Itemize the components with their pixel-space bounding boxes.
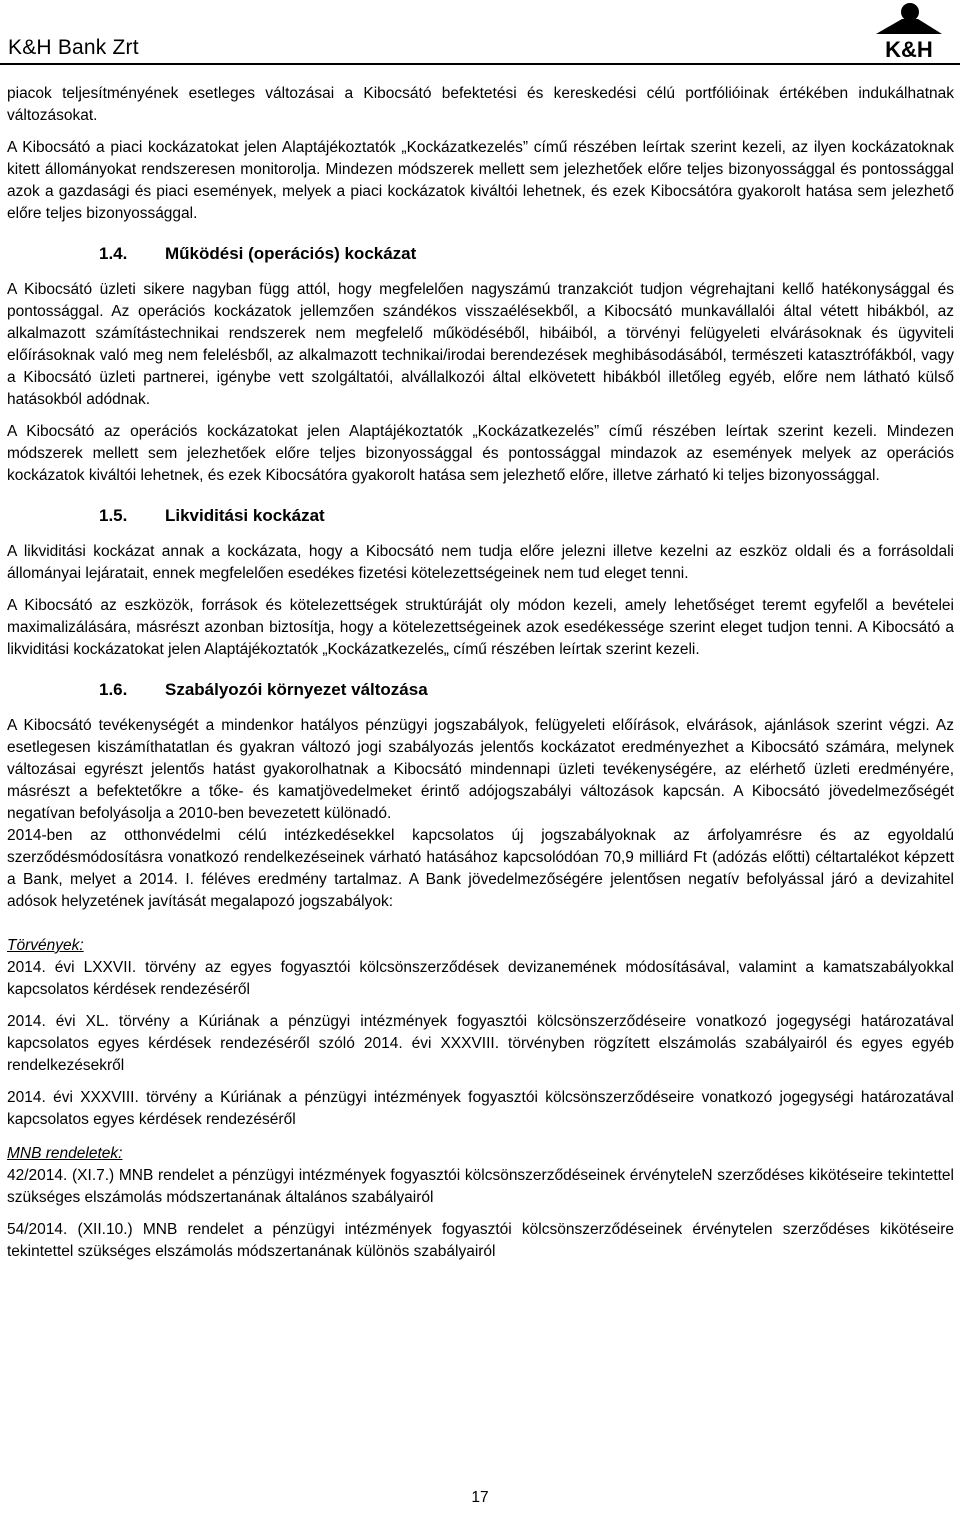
section-heading-1-5 [7, 505, 954, 527]
section-title: Működési (operációs) kockázat [165, 244, 417, 263]
bank-name: K&H Bank Zrt [8, 36, 139, 59]
law-item: 2014. évi XXXVIII. törvény a Kúriának a pénzügyi intézmények fogyasztói kölcsönszerződéseire vonatkozó jogegységi határozatával kapcsolatos egyes kérdések rendezéséről [7, 1089, 954, 1128]
paragraph: piacok teljesítményének esetleges változásai a Kibocsátó befektetési és kereskedési célú portfólióinak értékében indukálhatnak változásokat. [7, 85, 954, 124]
document-body [7, 83, 954, 1273]
law-item: 2014. évi LXXVII. törvény az egyes fogyasztói kölcsönszerződések devizanemének módosításával, valamint a kamatszabályokkal kapcsolatos kérdések rendezéséről [7, 959, 954, 998]
mnb-item: 54/2014. (XII.10.) MNB rendelet a pénzügyi intézmények fogyasztói kölcsönszerződéseinek érvénytelen szerződéses kikötéseire tekintettel szükséges elszámolás módszertanának különös szabályairól [7, 1221, 954, 1260]
mnb-item: 42/2014. (XI.7.) MNB rendelet a pénzügyi intézmények fogyasztói kölcsönszerződéseinek érvényteleN szerződéses kikötéseire tekintettel szükséges elszámolás módszertanának általános szabályairól [7, 1167, 954, 1206]
kh-logo-icon [872, 2, 946, 60]
section-number: 1.6. [99, 680, 128, 699]
paragraph: 2014-ben az otthonvédelmi célú intézkedésekkel kapcsolatos új jogszabályoknak az árfolyamrésre és az egyoldalú szerződésmódosításra vonatkozó rendelkezéseinek várható hatásához kapcsolódóan 70,9 milliárd Ft (adózás előtti) céltartalékot képzett a Bank, melyet a 2014. I. féléves eredmény tartalmaz. A Bank jövedelmezőségére jelentősen negatív befolyással járó a devizahitel adósok helyzetének javítását megalapozó jogszabályok: [7, 827, 954, 910]
paragraph: A Kibocsátó az eszközök, források és kötelezettségek struktúráját oly módon kezeli, amely lehetőséget teremt egyfelől a bevételei maximalizálására, másrészt azonban biztosítja, hogy a kötelezettségeinek azok esedékessége szerint eleget tudjon tenni. A Kibocsátó a likviditási kockázatokat jelen Alaptájékoztatók „Kockázatkezelés„ című részében leírtak szerint kezeli. [7, 597, 954, 658]
section-title: Szabályozói környezet változása [165, 680, 428, 699]
paragraph: A Kibocsátó az operációs kockázatokat jelen Alaptájékoztatók „Kockázatkezelés” című részében leírtak szerint kezeli. Mindezen módszerek mellett sem jelezhetőek előre teljes bizonyossággal és pontossággal mindazok az események melyek az operációs kockázatok kiváltói lehetnek, és ezek Kibocsátóra gyakorolt hatása sem jelezhető előre, illetve zárható ki teljes bizonyossággal. [7, 423, 954, 484]
mnb-heading: MNB rendeletek: [7, 1145, 123, 1162]
paragraph: A likviditási kockázat annak a kockázata, hogy a Kibocsátó nem tudja előre jelezni illetve kezelni az eszköz oldali és a forrásoldali állományai lejáratait, ennek megfelelően esedékes fizetési kötelezettségeinek nem tud eleget tenni. [7, 543, 954, 582]
section-heading-1-4 [7, 243, 954, 265]
section-heading-1-6 [7, 679, 954, 701]
page-number: 17 [471, 1489, 489, 1506]
paragraph: A Kibocsátó üzleti sikere nagyban függ attól, hogy megfelelően nagyszámú tranzakciót tudjon végrehajtani kellő hatékonysággal és pontossággal. Az operációs kockázatok jellemzően szándékos visszaélésekből, a Kibocsátó munkavállalói által vétett hibákból, az alkalmazott számítástechnikai rendszerek nem megfelelő működéséből, hibáiból, a törvényi felügyeleti elvárásoknak és ügyviteli előírásoknak való meg nem felelésből, az alkalmazott technikai/irodai berendezések meghibásodásából, természeti katasztrófákból, vagy a Kibocsátó üzleti partnerei, igénybe vett szolgáltatói, alvállalkozói által elkövetett hibákból illetőleg egyéb, előre nem látható külső hatásokból adódnak. [7, 281, 954, 408]
section-number: 1.5. [99, 506, 128, 525]
header-rule [0, 63, 960, 65]
page-header [0, 0, 960, 66]
section-title: Likviditási kockázat [165, 506, 325, 525]
paragraph: A Kibocsátó tevékenységét a mindenkor hatályos pénzügyi jogszabályok, felügyeleti előírások, elvárások, ajánlások szerint végzi. Az esetlegesen kiszámíthatatlan és gyakran változó jogi szabályozás jelentős kockázatot eredményezhet a Kibocsátó számára, melynek változásai egyrészt jelentős hatást gyakorolhatnak a Kibocsátó mindennapi üzleti tevékenységére, az elérhető üzleti eredményére, másrészt a befektetőkre a tőke- és kamatjövedelmeket érintő adójogszabályi változások kapcsán. A Kibocsátó jövedelmezőségét negatívan befolyásolja a 2010-ben bevezetett különadó. [7, 717, 954, 822]
paragraph: A Kibocsátó a piaci kockázatokat jelen Alaptájékoztatók „Kockázatkezelés” című részében leírtak szerint kezeli, az ilyen kockázatoknak kitett állományokat rendszeresen monitorolja. Mindezen módszerek mellett sem jelezhetőek előre teljes bizonyossággal és pontossággal azok a gazdasági és piaci események, melyek a piaci kockázatok kiváltói lehetnek, és ezek Kibocsátóra gyakorolt hatása sem jelezhető előre teljes bizonyossággal. [7, 139, 954, 222]
section-number: 1.4. [99, 244, 128, 263]
law-item: 2014. évi XL. törvény a Kúriának a pénzügyi intézmények fogyasztói kölcsönszerződéseire vonatkozó jogegységi határozatával kapcsolatos egyes kérdések rendezéséről szóló 2014. évi XXXVIII. törvényben rögzített elszámolás szabályairól és egyes egyéb rendelkezésekről [7, 1013, 954, 1074]
laws-heading: Törvények: [7, 937, 84, 954]
svg-text:K&H: K&H [885, 37, 933, 60]
